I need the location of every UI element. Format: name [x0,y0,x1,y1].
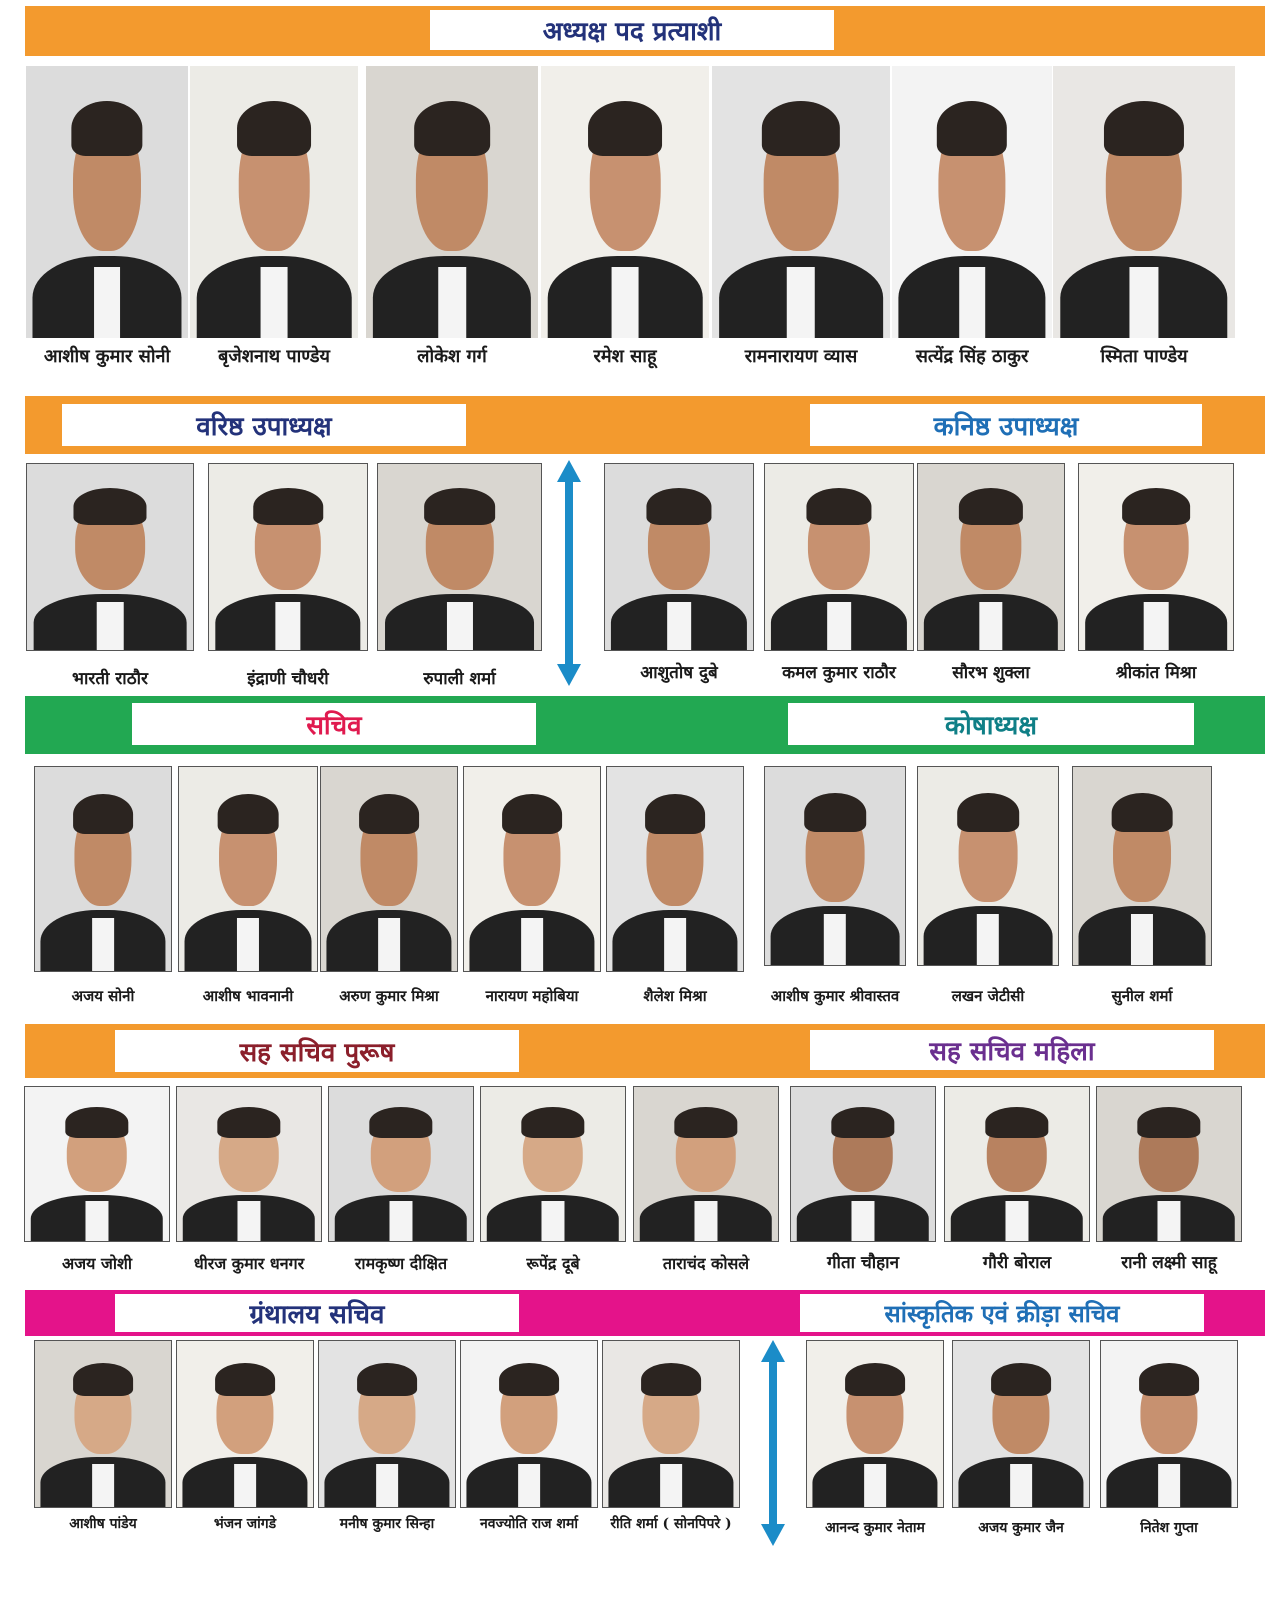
candidate-photo [34,1340,172,1508]
president-section-title: अध्यक्ष पद प्रत्याशी [430,10,834,50]
candidate-photo [806,1340,944,1508]
library-secretary-title: ग्रंथालय सचिव [115,1294,519,1332]
candidate-name: आशीष कुमार सोनी [43,346,171,367]
candidate-photo [26,463,194,651]
candidate-name: रानी लक्ष्मी साहू [1121,1253,1217,1273]
candidate-photo [604,463,754,651]
candidate-photo [790,1086,936,1242]
candidate-name: अरुण कुमार मिश्रा [339,987,439,1005]
candidate-name: सौरभ शुक्ला [952,663,1030,683]
candidate-name: स्मिता पाण्डेय [1100,346,1188,367]
candidate-name: रामनारायण व्यास [744,346,858,367]
candidate-photo [944,1086,1090,1242]
candidate-name: ताराचंद कोसले [662,1254,750,1273]
candidate-photo [320,766,458,972]
candidate-photo [541,66,709,338]
candidate-photo [633,1086,779,1242]
candidate-name: नितेश गुप्ता [1140,1520,1198,1536]
candidate-photo [1053,66,1235,338]
candidate-photo [190,66,358,338]
candidate-name: रूपेंद्र दूबे [526,1254,580,1273]
candidate-name: गौरी बोराल [982,1253,1052,1273]
candidate-name: लोकेश गर्ग [417,346,487,367]
candidate-name: लखन जेटीसी [951,987,1025,1005]
candidate-name: आशीष भावनानी [202,987,294,1005]
candidate-name: आशीष कुमार श्रीवास्तव [770,987,900,1005]
candidate-photo [377,463,542,651]
candidate-name: आशुतोष दुबे [640,663,718,683]
senior-vp-section-title: वरिष्ठ उपाध्यक्ष [62,404,466,446]
candidate-photo [917,766,1059,966]
candidate-photo [366,66,538,338]
candidate-name: रुपाली शर्मा [423,669,496,689]
secretary-section-title: सचिव [132,703,536,745]
candidate-photo [764,463,914,651]
candidate-name: अजय जोशी [62,1254,132,1273]
candidate-name: नारायण महोबिया [485,987,579,1005]
candidate-name: भारती राठौर [72,669,148,689]
candidate-photo [1096,1086,1242,1242]
candidate-name: नवज्योति राज शर्मा [480,1516,578,1532]
candidate-name: सत्येंद्र सिंह ठाकुर [915,346,1029,367]
candidate-photo [176,1086,322,1242]
candidate-name: रीति शर्मा ( सोनपिपरे ) [610,1516,732,1532]
candidate-name: श्रीकांत मिश्रा [1115,663,1197,683]
candidate-name: भंजन जांगडे [213,1516,277,1532]
treasurer-section-title: कोषाध्यक्ष [788,703,1194,745]
candidate-name: कमल कुमार राठौर [782,663,896,683]
candidate-photo [208,463,368,651]
divider-arrow-icon [555,460,583,686]
joint-secretary-female-title: सह सचिव महिला [810,1030,1214,1070]
candidate-name: मनीष कुमार सिन्हा [339,1516,435,1532]
candidate-name: शैलेश मिश्रा [643,987,707,1005]
candidate-photo [1100,1340,1238,1508]
divider-arrow-icon [759,1340,787,1546]
candidate-name: रमेश साहू [593,346,657,367]
candidate-photo [178,766,318,972]
candidate-name: गीता चौहान [826,1253,900,1273]
candidate-name: धीरज कुमार धनगर [193,1254,305,1273]
candidate-photo [318,1340,456,1508]
candidate-name: बृजेशनाथ पाण्डेय [218,346,330,367]
candidate-name: रामकृष्ण दीक्षित [354,1254,448,1273]
joint-secretary-male-title: सह सचिव पुरूष [115,1030,519,1072]
candidate-name: इंद्राणी चौधरी [247,669,329,689]
candidate-name: सुनील शर्मा [1111,987,1173,1005]
candidate-name: अजय कुमार जैन [978,1520,1064,1536]
candidate-photo [764,766,906,966]
candidate-photo [24,1086,170,1242]
candidate-photo [176,1340,314,1508]
candidate-photo [712,66,890,338]
candidate-photo [917,463,1065,651]
candidate-photo [606,766,744,972]
cultural-secretary-title: सांस्कृतिक एवं क्रीड़ा सचिव [800,1294,1204,1332]
candidate-photo [1078,463,1234,651]
candidate-photo [463,766,601,972]
candidate-photo [328,1086,474,1242]
candidate-photo [34,766,172,972]
candidate-photo [26,66,188,338]
candidate-photo [480,1086,626,1242]
junior-vp-section-title: कनिष्ठ उपाध्यक्ष [810,404,1202,446]
candidate-photo [1072,766,1212,966]
candidate-name: आशीष पांडेय [69,1516,137,1532]
candidate-name: अजय सोनी [71,987,135,1005]
candidate-photo [602,1340,740,1508]
candidate-name: आनन्द कुमार नेताम [825,1520,925,1536]
candidate-photo [460,1340,598,1508]
candidate-photo [952,1340,1090,1508]
candidate-photo [892,66,1052,338]
